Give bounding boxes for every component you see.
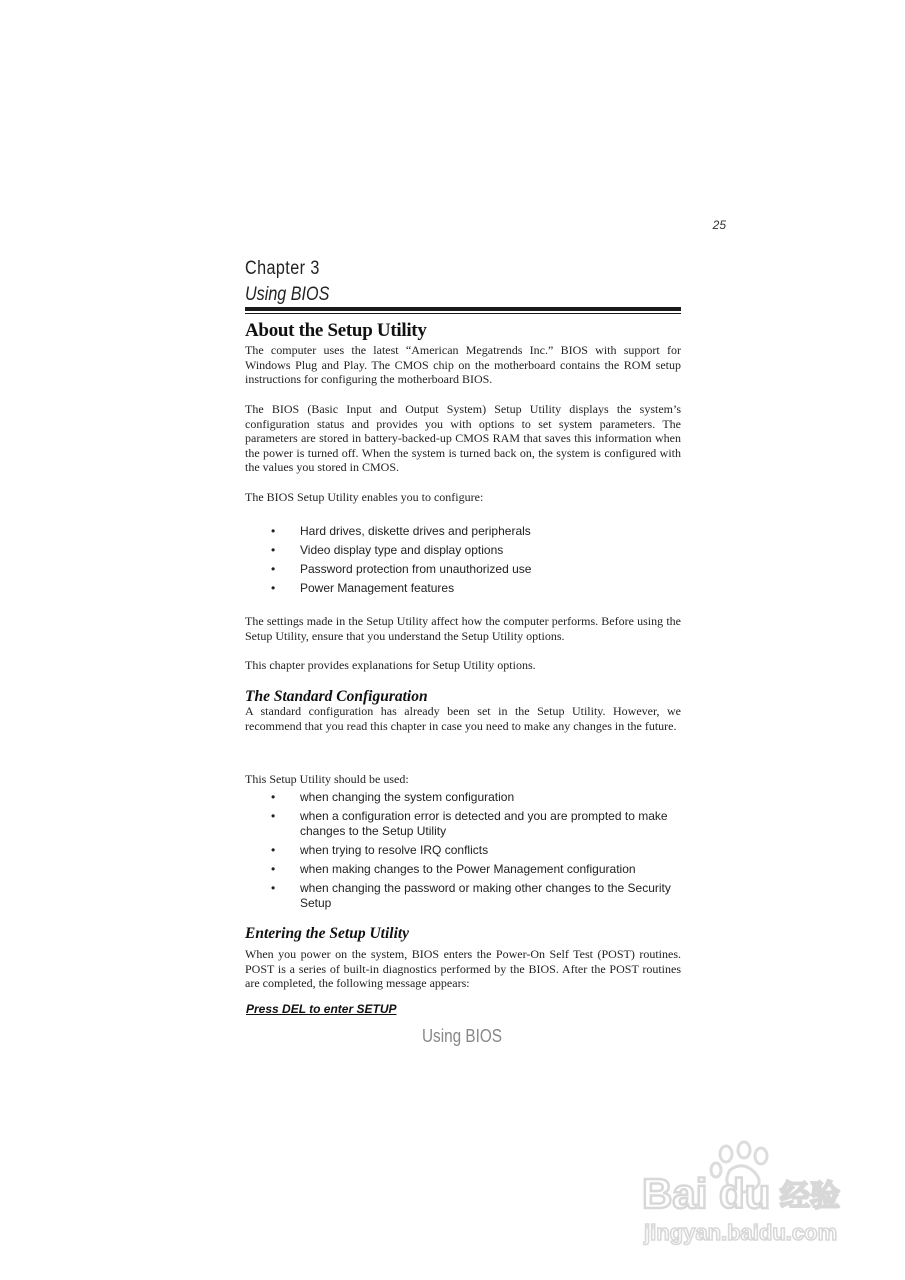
baidu-watermark-logo [640,1140,855,1250]
list-item: • when making changes to the Power Management configuration [271,861,636,876]
bullet-icon: • [271,562,276,576]
list-item: • when changing the password or making other changes to the Security Setup [271,880,671,910]
paragraph-settings: The settings made in the Setup Utility affect how the computer performs. Before using the Setup Utility, ensure that you understand the Setup Utility options. [245,614,681,643]
svg-text:经验: 经验 [780,1179,840,1214]
svg-text:jingyan.baidu.com: jingyan.baidu.com [644,1220,838,1245]
list-item: • Power Management features [271,581,455,595]
list-item: • when a configuration error is detected and you are prompted to make changes to the Setup Utility [271,809,668,838]
list-item: • Password protection from unauthorized use [271,562,532,576]
paragraph-about-1: The computer uses the latest “American Megatrends Inc.” BIOS with support for Windows Plug and Play. The CMOS chip on the motherboard contains the ROM setup instructions for configuring the motherboard BIOS. [245,343,681,387]
section-heading-entering: Entering the Setup Utility [245,925,410,942]
bullet-icon: • [271,861,276,876]
svg-text:Bai du: Bai du [642,1170,771,1217]
bullet-icon: • [271,880,276,895]
usage-list [245,790,681,915]
chapter-rule-thick [245,307,681,311]
paragraph-about-2: The BIOS (Basic Input and Output System) Setup Utility displays the system’s configuration status and provides you with options to set system parameters. The parameters are stored in battery-backed-up CMOS RAM that saves this information when the power is turned off. When the system is turned back on, the system is configured with the values you stored in CMOS. [245,402,681,475]
paragraph-standard: A standard configuration has already been set in the Setup Utility. However, we recommend that you read this chapter in case you need to make any changes in the future. [245,704,681,733]
paragraph-should-be-used: This Setup Utility should be used: [245,772,409,786]
chapter-label: Chapter 3 [245,258,320,279]
paragraph-about-3: The BIOS Setup Utility enables you to configure: [245,490,484,504]
setup-message: Press DEL to enter SETUP [246,1002,397,1016]
section-heading-about: About the Setup Utility [245,320,427,341]
bullet-icon: • [271,524,276,538]
section-heading-standard: The Standard Configuration [245,688,428,705]
chapter-rule-thin [245,313,681,314]
bullet-icon: • [271,790,276,804]
paragraph-entering: When you power on the system, BIOS enters the Power-On Self Test (POST) routines. POST is a series of built-in diagnostics performed by the BIOS. After the POST routines are completed, the following message appears: [245,947,681,991]
list-item: • when trying to resolve IRQ conflicts [271,842,489,857]
page-number: 25 [712,218,726,232]
footer-title: Using BIOS [422,1026,502,1046]
list-item: • Hard drives, diskette drives and peripherals [271,524,531,538]
paragraph-chapter-explanations: This chapter provides explanations for Setup Utility options. [245,658,536,672]
configure-list [245,524,681,600]
bullet-icon: • [271,809,276,824]
list-item: • when changing the system configuration [271,790,515,804]
chapter-title: Using BIOS [245,284,330,305]
bullet-icon: • [271,543,276,557]
bullet-icon: • [271,581,276,595]
list-item: • Video display type and display options [271,543,504,557]
bullet-icon: • [271,842,276,857]
baidu-paw-icon [640,1140,855,1250]
